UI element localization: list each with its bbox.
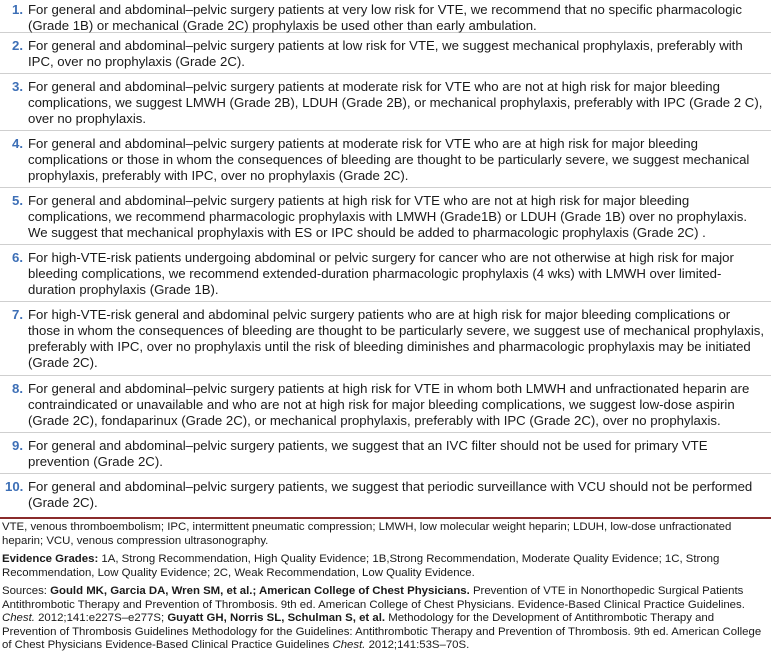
recommendation-number: 10.: [5, 479, 24, 494]
recommendation-text: For general and abdominal–pelvic surgery patients at very low risk for VTE, we recommend that no specific pharmacologic (Grade 1B) or mechanical (Grade 2C) prophylaxis be used other than early ambulation.: [28, 2, 742, 33]
recommendation-row: [0, 302, 771, 376]
table-bottom-rule: [0, 517, 771, 519]
recommendation-text: For general and abdominal–pelvic surgery patients at high risk for VTE who are not at high risk for major bleeding complications, we recommend pharmacologic prophylaxis with LMWH (Grade1B) or LDUH (Grade 1B) over no prophylaxis. We suggest that mechanical prophylaxis with ES or IPC should be added to pharmacologic prophylaxis (Grade 2C) .: [28, 193, 747, 240]
recommendation-number: 7.: [12, 307, 23, 322]
recommendation-number: 8.: [12, 381, 23, 396]
sources-label: Sources:: [2, 585, 51, 597]
recommendation-number: 1.: [12, 2, 23, 17]
recommendation-row: [0, 0, 771, 33]
recommendation-number: 9.: [12, 438, 23, 453]
source-citation-1: 2012;141:e227S–e277S;: [34, 612, 168, 624]
evidence-grades-label: Evidence Grades:: [2, 553, 99, 565]
recommendation-row: [0, 188, 771, 245]
source-journal-2: Chest.: [332, 639, 366, 651]
recommendation-text: For general and abdominal–pelvic surgery patients, we suggest that periodic surveillance with VCU should not be performed (Grade 2C).: [28, 479, 753, 510]
abbreviations-note: VTE, venous thromboembolism; IPC, intermittent pneumatic compression; LMWH, low molecular weight heparin; LDUH, low-dose unfractionated heparin; VCU, venous compression ultrasonography.: [2, 521, 732, 547]
recommendation-text: For high-VTE-risk patients undergoing abdominal or pelvic surgery for cancer who are not otherwise at high risk for major bleeding complications, we recommend extended-duration pharmacologic prophylaxis (4 wks) with LMWH over limited-duration prophylaxis (Grade 1B).: [28, 250, 734, 297]
recommendation-text: For general and abdominal–pelvic surgery patients at low risk for VTE, we suggest mechanical prophylaxis, preferably with IPC, over no prophylaxis (Grade 2C).: [28, 38, 743, 69]
recommendation-number: 4.: [12, 136, 23, 151]
recommendation-number: 2.: [12, 38, 23, 53]
recommendation-row: [0, 33, 771, 74]
recommendation-text: For high-VTE-risk general and abdominal pelvic surgery patients who are at high risk for major bleeding complications or those in whom the consequences of bleeding are thought to be particularly severe, we suggest use of mechanical prophylaxis, preferably with IPC, over no prophylaxis until the risk of bleeding diminishes and pharmacologic prophylaxis may be initiated (Grade 2C).: [28, 307, 765, 370]
recommendation-text: For general and abdominal–pelvic surgery patients at high risk for VTE in whom both LMWH and unfractionated heparin are contraindicated or unavailable and who are not at high risk for major bleeding complications, we suggest low-dose aspirin (Grade 2C), fondaparinux (Grade 2C), or mechanical prophylaxis, preferably with IPC (Grade 2C), over no prophylaxis.: [28, 381, 750, 428]
recommendation-text: For general and abdominal–pelvic surgery patients at moderate risk for VTE who are not at high risk for major bleeding complications, we suggest LMWH (Grade 2B), LDUH (Grade 2B), or mechanical prophylaxis, preferably with IPC (Grade 2 C), over no prophylaxis.: [28, 79, 763, 126]
recommendation-text: For general and abdominal–pelvic surgery patients at moderate risk for VTE who are at high risk for major bleeding complications or those in whom the consequences of bleeding are thought to be particularly severe, we suggest mechanical prophylaxis, preferably with IPC, over no prophylaxis (Grade 2C).: [28, 136, 750, 183]
recommendation-row: [0, 131, 771, 188]
recommendation-row: [0, 474, 771, 517]
recommendation-row: [0, 245, 771, 302]
table-footnotes: [0, 521, 771, 653]
source-authors-2: Guyatt GH, Norris SL, Schulman S, et al.: [167, 612, 386, 624]
source-title-1: Prevention of VTE in Nonorthopedic Surgical Patients Antithrombotic Therapy and Prevention of Thrombosis. 9th ed. American College of Chest Physicians. Evidence-Based Clinical Practice Guidelines.: [2, 585, 745, 611]
evidence-grades-note: [0, 553, 771, 580]
recommendation-row: [0, 433, 771, 474]
recommendation-row: [0, 376, 771, 433]
recommendation-row: [0, 74, 771, 131]
source-authors-1: Gould MK, Garcia DA, Wren SM, et al.; American College of Chest Physicians.: [50, 585, 470, 597]
sources-note: [0, 585, 771, 653]
recommendation-text: For general and abdominal–pelvic surgery patients, we suggest that an IVC filter should not be used for primary VTE prevention (Grade 2C).: [28, 438, 708, 469]
source-journal-1: Chest.: [2, 612, 35, 624]
source-citation-2: 2012;141:53S–70S.: [365, 639, 470, 651]
recommendation-number: 6.: [12, 250, 23, 265]
evidence-grades-text: 1A, Strong Recommendation, High Quality Evidence; 1B,Strong Recommendation, Moderate Quality Evidence; 1C, Strong Recommendation, Low Quality Evidence; 2C, Weak Recommendation, Low Quality Evidence.: [2, 553, 720, 579]
recommendation-number: 5.: [12, 193, 23, 208]
recommendation-number: 3.: [12, 79, 23, 94]
source-title-2: Methodology for the Development of Antithrombotic Therapy and Prevention of Thrombosis Guidelines Methodology for the Guidelines: Antithrombotic Therapy and Prevention of Thrombosis. 9th ed. American College of Chest Physicians Evidence-Based Clinical Practice Guidelines: [2, 612, 762, 651]
